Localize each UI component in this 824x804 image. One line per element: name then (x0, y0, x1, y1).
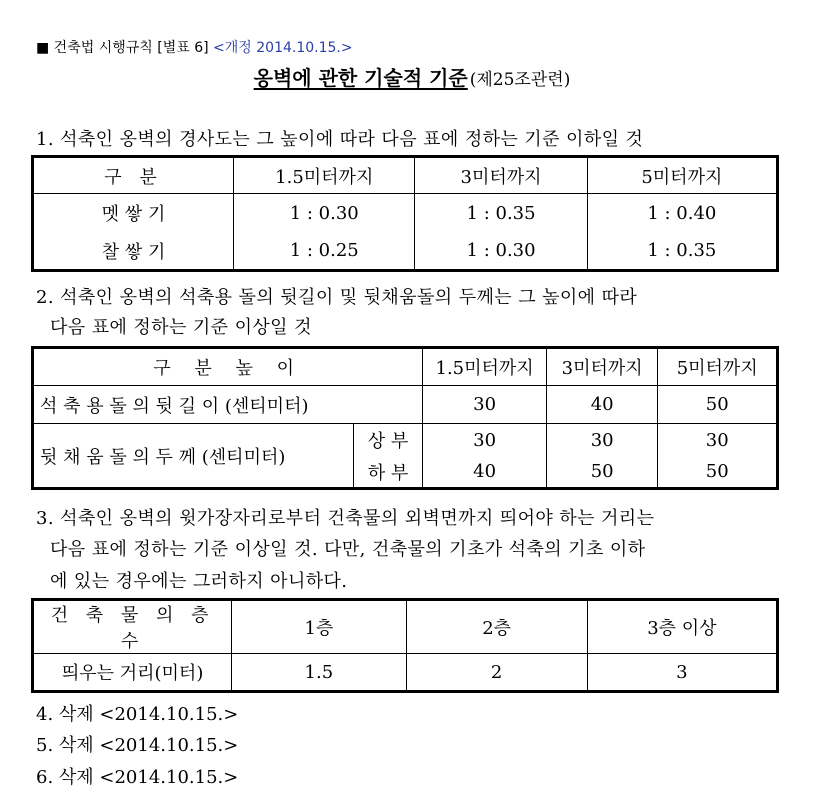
header-prefix: ■ 건축법 시행규칙 [별표 6] (36, 40, 209, 56)
slope-header-cell: 3미터까지 (415, 157, 587, 194)
stone-header-cell: 5미터까지 (658, 348, 778, 386)
slope-header-cell: 5미터까지 (587, 157, 777, 194)
stone-header-cell: 3미터까지 (546, 348, 658, 386)
sub-row-label: 하 부 (353, 457, 423, 489)
stone-table-header (33, 348, 778, 386)
table-cell: 30 (546, 424, 658, 457)
table-row (33, 194, 778, 233)
stone-depth-table (31, 346, 779, 490)
table-cell: 1 : 0.30 (415, 233, 587, 271)
deleted-item-5: 5. 삭제 <2014.10.15.> (36, 735, 239, 756)
distance-header-cell: 3층 이상 (587, 600, 777, 654)
table-cell: 1 : 0.40 (587, 194, 777, 233)
distance-header-cell: 2층 (406, 600, 587, 654)
slope-header-cell: 1.5미터까지 (234, 157, 415, 194)
table-cell: 30 (658, 424, 778, 457)
table-cell: 1 : 0.30 (234, 194, 415, 233)
table-cell: 1 : 0.35 (415, 194, 587, 233)
row-label: 찰 쌓 기 (33, 233, 234, 271)
deleted-item-6: 6. 삭제 <2014.10.15.> (36, 767, 239, 788)
title-sub: (제25조관련) (469, 70, 571, 90)
stone-header-cell: 1.5미터까지 (423, 348, 547, 386)
distance-table-header (33, 600, 778, 654)
table-cell: 40 (423, 457, 547, 489)
table-cell: 30 (423, 386, 547, 424)
section2-line2: 다음 표에 정하는 기준 이상일 것 (50, 317, 312, 338)
table-cell: 50 (658, 386, 778, 424)
row-label: 뒷 채 움 돌 의 두 께 (센티미터) (33, 424, 354, 489)
sub-row-label: 상 부 (353, 424, 423, 457)
table-row (33, 654, 778, 692)
table-cell: 30 (423, 424, 547, 457)
table-cell: 1 : 0.25 (234, 233, 415, 271)
table-cell: 2 (406, 654, 587, 692)
title-main: 옹벽에 관한 기술적 기준 (253, 66, 468, 90)
table-cell: 50 (658, 457, 778, 489)
section2-line1: 2. 석축인 옹벽의 석축용 돌의 뒷길이 및 뒷채움돌의 두께는 그 높이에 따라 (36, 287, 638, 308)
table-cell: 1 : 0.35 (587, 233, 777, 271)
slope-header-cell: 구 분 (33, 157, 234, 194)
document-header (36, 37, 353, 57)
slope-table (31, 155, 779, 272)
document-title (0, 62, 824, 91)
header-revision: <개정 2014.10.15.> (213, 40, 353, 56)
deleted-item-4: 4. 삭제 <2014.10.15.> (36, 704, 239, 725)
table-cell: 40 (546, 386, 658, 424)
table-cell: 1.5 (232, 654, 406, 692)
distance-header-cell: 건 축 물 의 층 수 (33, 600, 232, 654)
table-row (33, 424, 778, 457)
distance-table (31, 598, 779, 693)
stone-header-label: 구 분 높 이 (33, 348, 423, 386)
row-label: 띄우는 거리(미터) (33, 654, 232, 692)
table-row (33, 233, 778, 271)
table-cell: 50 (546, 457, 658, 489)
section3-line2: 다음 표에 정하는 기준 이상일 것. 다만, 건축물의 기초가 석축의 기초 이하 (50, 539, 646, 560)
section1-text: 1. 석축인 옹벽의 경사도는 그 높이에 따라 다음 표에 정하는 기준 이하일 것 (36, 129, 644, 150)
section3-line1: 3. 석축인 옹벽의 윗가장자리로부터 건축물의 외벽면까지 띄어야 하는 거리는 (36, 508, 655, 529)
slope-table-header (33, 157, 778, 194)
row-label: 석 축 용 돌 의 뒷 길 이 (센티미터) (33, 386, 423, 424)
section3-line3: 에 있는 경우에는 그러하지 아니하다. (50, 571, 348, 592)
table-cell: 3 (587, 654, 777, 692)
row-label: 멧 쌓 기 (33, 194, 234, 233)
distance-header-cell: 1층 (232, 600, 406, 654)
table-row (33, 386, 778, 424)
